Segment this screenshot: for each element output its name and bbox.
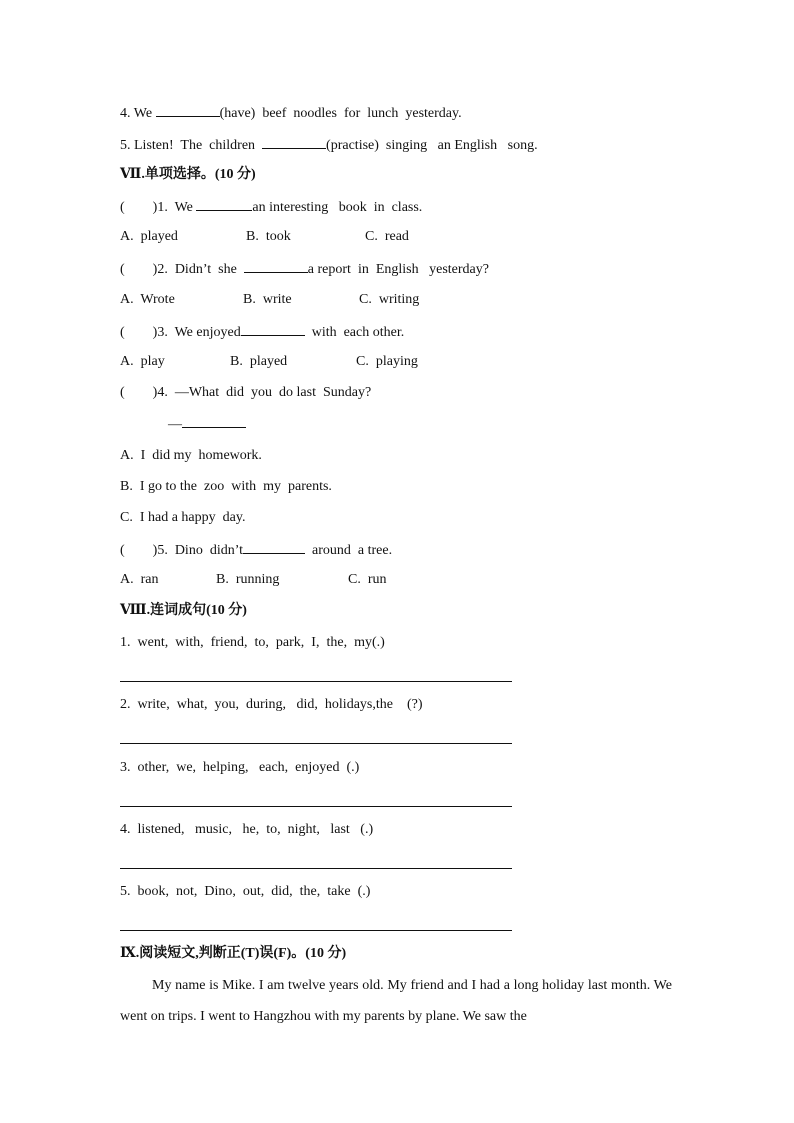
mc-question-2: [120, 259, 489, 279]
mc-question-2-stem: ( )2. Didn’t she: [120, 262, 244, 277]
option-c: C. playing: [356, 354, 418, 369]
mc-question-5-tail: around a tree.: [305, 543, 393, 558]
sentence-item-4: 4. listened, music, he, to, night, last (.): [120, 822, 374, 837]
sentence-item-1: 1. went, with, friend, to, park, I, the, my(.): [120, 635, 385, 650]
reading-passage: My name is Mike. I am twelve years old. My friend and I had a long holiday last month. We went on trips. I went to Hangzhou with my parents by plane. We saw the: [120, 978, 672, 1024]
option-a: A. play: [120, 354, 165, 369]
section-8-title: Ⅷ.连词成句(10 分): [120, 603, 247, 618]
section-9-title: Ⅸ.阅读短文,判断正(T)误(F)。(10 分): [120, 946, 347, 961]
option-a: A. I did my homework.: [120, 448, 262, 463]
option-c: C. run: [348, 572, 387, 587]
option-b: B. I go to the zoo with my parents.: [120, 479, 332, 494]
sentence-item-5: 5. book, not, Dino, out, did, the, take (.): [120, 884, 371, 899]
answer-line-4[interactable]: [120, 868, 512, 869]
answer-line-3[interactable]: [120, 806, 512, 807]
section-7-title: Ⅶ.单项选择。(10 分): [120, 167, 256, 182]
answer-blank[interactable]: [156, 103, 220, 117]
mc-question-1-tail: an interesting book in class.: [252, 200, 423, 215]
fill-item-4: [120, 103, 462, 123]
mc-question-3-tail: with each other.: [304, 325, 405, 340]
option-b: B. took: [246, 229, 291, 244]
answer-line-5[interactable]: [120, 930, 512, 931]
fill-item-5-suffix: (practise) singing an English song.: [326, 138, 538, 153]
mc-question-5-stem: ( )5. Dino didn’t: [120, 543, 244, 558]
option-b: B. write: [243, 292, 292, 307]
mc-question-2-tail: a report in English yesterday?: [307, 262, 489, 277]
mc-question-1-stem: ( )1. We: [120, 200, 197, 215]
option-c: C. I had a happy day.: [120, 510, 246, 525]
mc-question-3: [120, 322, 404, 342]
option-b: B. running: [216, 572, 280, 587]
sentence-item-2: 2. write, what, you, during, did, holidays,the (?): [120, 697, 423, 712]
option-a: A. Wrote: [120, 292, 175, 307]
reply-dash: —: [168, 417, 182, 432]
fill-item-5: [120, 135, 538, 155]
mc-question-1: [120, 197, 422, 217]
fill-item-5-prefix: 5. Listen! The children: [120, 138, 263, 153]
answer-line-2[interactable]: [120, 743, 512, 744]
option-a: A. played: [120, 229, 178, 244]
option-c: C. writing: [359, 292, 420, 307]
answer-blank[interactable]: [243, 540, 305, 554]
fill-item-4-suffix: (have) beef noodles for lunch yesterday.: [219, 106, 462, 121]
fill-item-4-prefix: 4. We: [120, 106, 156, 121]
answer-blank[interactable]: [244, 259, 308, 273]
answer-blank[interactable]: [241, 322, 305, 336]
answer-blank[interactable]: [262, 135, 326, 149]
sentence-item-3: 3. other, we, helping, each, enjoyed (.): [120, 760, 360, 775]
mc-question-5: [120, 540, 392, 560]
option-c: C. read: [365, 229, 409, 244]
answer-blank[interactable]: [196, 197, 252, 211]
mc-question-3-stem: ( )3. We enjoyed: [120, 325, 241, 340]
mc-question-4-reply: [168, 414, 246, 434]
mc-question-4: ( )4. —What did you do last Sunday?: [120, 385, 372, 400]
option-b: B. played: [230, 354, 288, 369]
option-a: A. ran: [120, 572, 159, 587]
answer-blank[interactable]: [182, 414, 246, 428]
answer-line-1[interactable]: [120, 681, 512, 682]
